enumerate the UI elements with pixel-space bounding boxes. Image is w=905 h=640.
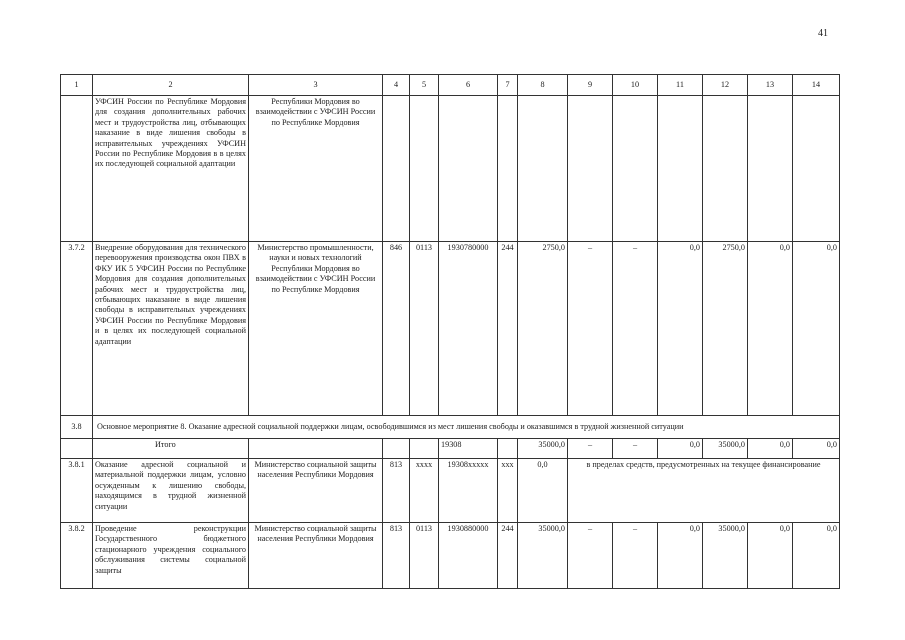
table-row — [61, 96, 840, 242]
column-header: 7 — [498, 75, 518, 96]
cell-col10: – — [613, 523, 658, 589]
column-header: 8 — [518, 75, 568, 96]
cell-col9 — [568, 96, 613, 242]
cell-col14: 0,0 — [793, 242, 840, 416]
cell-col11: 0,0 — [658, 523, 703, 589]
cell-col9: – — [568, 523, 613, 589]
executor: Министерство социальной защиты населения Республики Мордовия — [249, 459, 383, 523]
column-header: 5 — [410, 75, 439, 96]
cell-grbs: 813 — [383, 459, 410, 523]
measure-name: Внедрение оборудования для технического перевооружения производства окон ПВХ в ФКУ ИК 5 УФСИН России по Республике Мордовия для создания дополнительных рабочих мест и трудоустройства лиц, отбывающих наказание в виде лишения свободы в исправительных учреждениях УФСИН России по Республике Мордовия и в целях их последующей социальной адаптации — [93, 242, 249, 416]
cell-col11 — [658, 96, 703, 242]
cell-grbs: 813 — [383, 523, 410, 589]
row-number: 3.8.2 — [61, 523, 93, 589]
cell-col12 — [703, 96, 748, 242]
cell-csr: 19308 — [439, 439, 498, 459]
cell-csr: 1930880000 — [439, 523, 498, 589]
executor: Министерство социальной защиты населения Республики Мордовия — [249, 523, 383, 589]
cell-total: 35000,0 — [518, 439, 568, 459]
executor — [249, 439, 383, 459]
column-header: 2 — [93, 75, 249, 96]
column-header: 10 — [613, 75, 658, 96]
cell-total: 2750,0 — [518, 242, 568, 416]
cell-col12: 2750,0 — [703, 242, 748, 416]
cell-col10 — [613, 96, 658, 242]
cell-vr: 244 — [498, 242, 518, 416]
table-row — [61, 416, 840, 439]
row-number: 3.7.2 — [61, 242, 93, 416]
measure-name: УФСИН России по Республике Мордовия для создания дополнительных рабочих мест и трудоустройства лиц, отбывающих наказание в виде лишения свободы в исправительных учреждениях УФСИН России по Республике Мордовия в в целях их последующей социальной адаптации — [93, 96, 249, 242]
table-row — [61, 439, 840, 459]
cell-col12: 35000,0 — [703, 523, 748, 589]
cell-total: 0,0 — [518, 459, 568, 523]
cell-rzpr: 0113 — [410, 242, 439, 416]
cell-rzpr — [410, 96, 439, 242]
measure-name: Проведение реконструкции Государственного бюджетного стационарного учреждения социального обслуживания системы социальной защиты — [93, 523, 249, 589]
executor: Министерство промышленности, науки и новых технологий Республики Мордовия во взаимодействии с УФСИН России по Республике Мордовия — [249, 242, 383, 416]
cell-grbs: 846 — [383, 242, 410, 416]
cell-total: 35000,0 — [518, 523, 568, 589]
cell-vr — [498, 96, 518, 242]
row-number: 3.8.1 — [61, 459, 93, 523]
executor: Республики Мордовия во взаимодействии с УФСИН России по Республике Мордовия — [249, 96, 383, 242]
column-header: 6 — [439, 75, 498, 96]
cell-rzpr — [410, 439, 439, 459]
table-row — [61, 459, 840, 523]
column-header: 3 — [249, 75, 383, 96]
cell-vr — [498, 439, 518, 459]
cell-col9: – — [568, 242, 613, 416]
row-number: 3.8 — [61, 416, 93, 439]
column-header: 9 — [568, 75, 613, 96]
column-header: 11 — [658, 75, 703, 96]
table-row — [61, 242, 840, 416]
row-number — [61, 96, 93, 242]
program-table — [60, 74, 840, 589]
table-row — [61, 523, 840, 589]
cell-col13: 0,0 — [748, 242, 793, 416]
financing-note: в пределах средств, предусмотренных на текущее финансирование — [568, 459, 840, 523]
cell-col13: 0,0 — [748, 439, 793, 459]
cell-col11: 0,0 — [658, 439, 703, 459]
main-activity-title: Основное мероприятие 8. Оказание адресной социальной поддержки лицам, освободившимся из мест лишения свободы и оказавшимся в трудной жизненной ситуации — [93, 416, 840, 439]
cell-col14: 0,0 — [793, 523, 840, 589]
cell-csr: 19308ххххх — [439, 459, 498, 523]
cell-col13 — [748, 96, 793, 242]
cell-csr — [439, 96, 498, 242]
row-number — [61, 439, 93, 459]
cell-vr: ххх — [498, 459, 518, 523]
cell-csr: 1930780000 — [439, 242, 498, 416]
column-header: 12 — [703, 75, 748, 96]
cell-col10: – — [613, 439, 658, 459]
cell-col11: 0,0 — [658, 242, 703, 416]
column-header: 14 — [793, 75, 840, 96]
column-header: 4 — [383, 75, 410, 96]
column-header: 13 — [748, 75, 793, 96]
cell-col9: – — [568, 439, 613, 459]
cell-col14: 0,0 — [793, 439, 840, 459]
cell-total — [518, 96, 568, 242]
cell-rzpr: хххх — [410, 459, 439, 523]
cell-vr: 244 — [498, 523, 518, 589]
measure-name: Оказание адресной социальной и материальной поддержки лицам, условно осужденным к лишению свободы, находящимся в трудной жизненной ситуации — [93, 459, 249, 523]
column-number-row — [61, 75, 840, 96]
page-number: 41 — [818, 28, 828, 39]
cell-col14 — [793, 96, 840, 242]
cell-col12: 35000,0 — [703, 439, 748, 459]
cell-grbs — [383, 439, 410, 459]
measure-name: Итого — [93, 439, 249, 459]
column-header: 1 — [61, 75, 93, 96]
cell-grbs — [383, 96, 410, 242]
cell-col10: – — [613, 242, 658, 416]
cell-rzpr: 0113 — [410, 523, 439, 589]
cell-col13: 0,0 — [748, 523, 793, 589]
